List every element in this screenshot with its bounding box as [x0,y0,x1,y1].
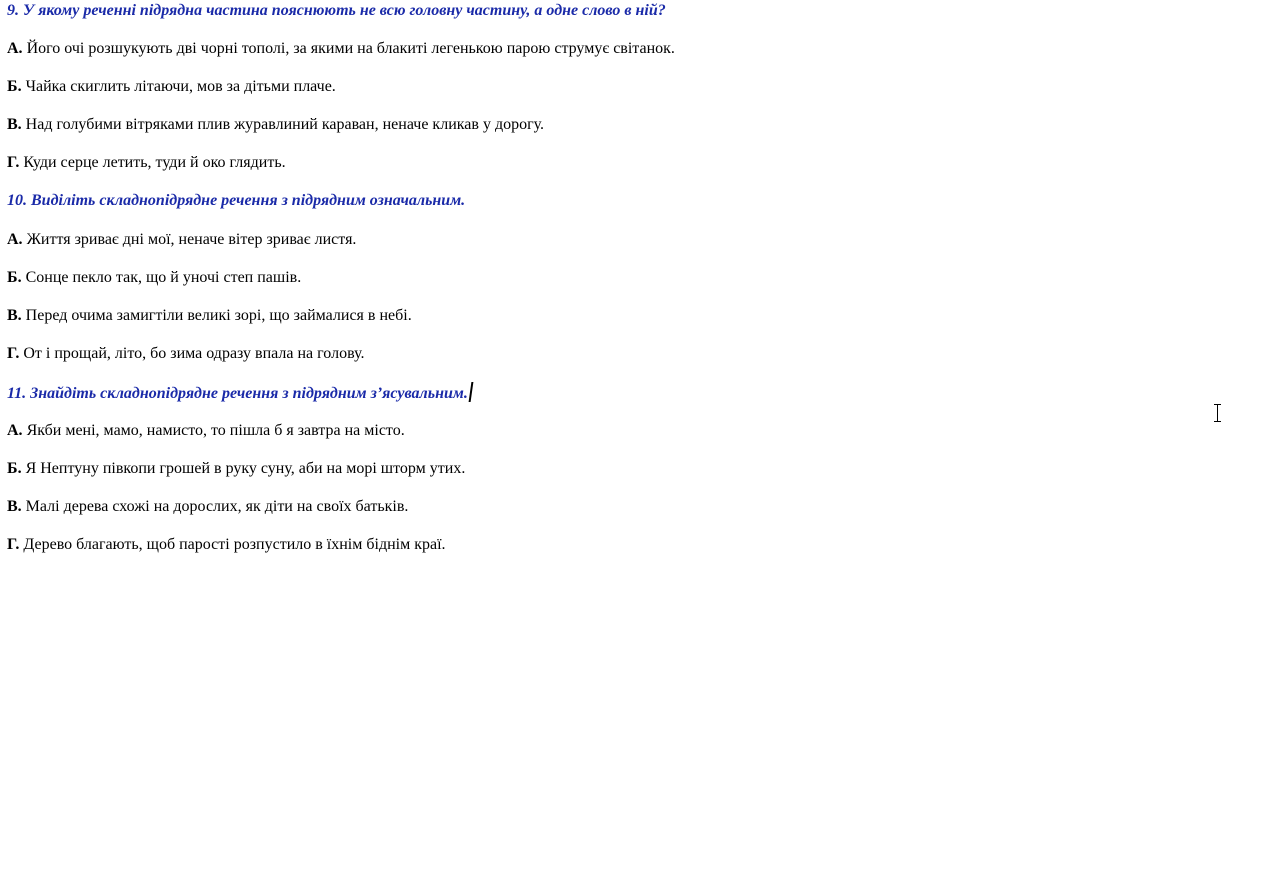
option-letter: Г. [7,154,20,171]
option-letter: Г. [7,536,20,553]
option-letter: Г. [7,345,20,362]
option-text: Куди серце летить, туди й око глядить. [23,154,286,171]
question-9-option-b [7,77,336,97]
question-11-text: 11. Знайдіть складнопідрядне речення з підрядним з’ясувальним. [7,385,468,402]
option-text: Життя зриває дні мої, неначе вітер зриває листя. [26,231,357,248]
question-10: 10. Виділіть складнопідрядне речення з підрядним означальним. [7,192,466,209]
option-text: Його очі розшукують дві чорні тополі, за якими на блакиті легенькою парою струмує світанок. [26,40,675,57]
option-text: Чайка скиглить літаючи, мов за дітьми плаче. [25,78,336,95]
question-11-option-v [7,497,408,517]
option-text: Над голубими вітряками плив журавлиний караван, неначе кликав у дорогу. [25,116,545,133]
option-text: Якби мені, мамо, намисто, то пішла б я завтра на місто. [26,422,405,439]
option-letter: А. [7,40,23,57]
option-letter: А. [7,422,23,439]
question-10-option-v [7,306,412,326]
option-text: Малі дерева схожі на дорослих, як діти на своїх батьків. [25,498,409,515]
i-beam-cursor-icon [1213,404,1222,422]
option-letter: Б. [7,269,22,286]
text-insertion-caret [468,382,473,402]
question-11-option-a [7,421,405,441]
option-text: От і прощай, літо, бо зима одразу впала на голову. [23,345,365,362]
question-11-option-b [7,459,465,479]
question-9-option-v [7,115,544,135]
question-11-option-h [7,535,446,555]
option-letter: Б. [7,460,22,477]
question-10-option-h [7,344,364,364]
option-letter: Б. [7,78,22,95]
question-9: 9. У якому реченні підрядна частина пояснюють не всю головну частину, а одне слово в ній? [7,2,666,19]
option-letter: А. [7,231,23,248]
option-text: Я Нептуну півкопи грошей в руку суну, аби на морі шторм утих. [25,460,466,477]
question-9-option-a [7,39,675,59]
question-11 [7,382,472,404]
option-text: Перед очима замигтіли великі зорі, що займалися в небі. [25,307,412,324]
option-text: Сонце пекло так, що й уночі степ пашів. [25,269,302,286]
option-letter: В. [7,307,22,324]
option-letter: В. [7,498,22,515]
question-9-option-h [7,153,286,173]
option-text: Дерево благають, щоб парості розпустило в їхнім біднім краї. [23,536,446,553]
option-letter: В. [7,116,22,133]
question-10-option-a [7,230,356,250]
question-10-option-b [7,268,301,288]
